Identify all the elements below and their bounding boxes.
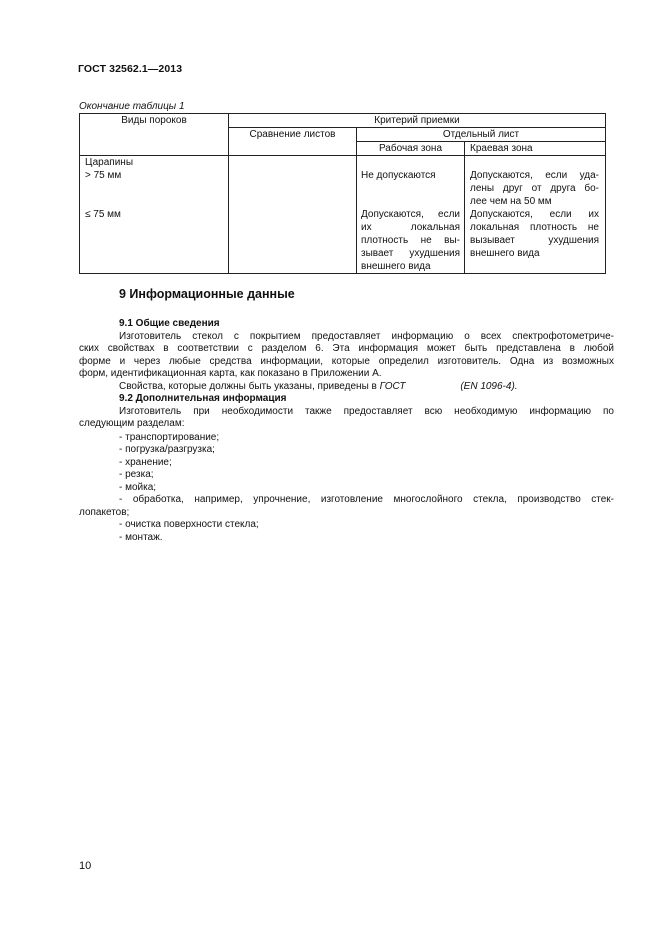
list-item: - мойка;	[119, 482, 157, 493]
row1-edge-line: Допускаются, если уда-	[470, 170, 599, 181]
paragraph-line: форм, идентификационная карта, как показано в Приложении А.	[79, 368, 382, 379]
list-item: - очистка поверхности стекла;	[119, 519, 259, 530]
list-item: - хранение;	[119, 457, 172, 468]
row-title: Царапины	[85, 157, 134, 168]
row1-label: > 75 мм	[85, 170, 122, 181]
row2-edge-line: локальная плотность не	[470, 222, 599, 233]
row2-work-line: внешнего вида	[361, 261, 431, 272]
list-item: - резка;	[119, 469, 154, 480]
row1-edge-line: лее чем на 50 мм	[470, 196, 552, 207]
row2-work-line: их локальная	[361, 222, 460, 233]
work-zone-cell	[357, 156, 465, 274]
list-item-continuation: лопакетов;	[79, 507, 130, 518]
acceptance-criteria-table	[79, 113, 606, 274]
edge-zone-cell	[465, 156, 606, 274]
paragraph-line: ских свойствах в соответствии с разделом 6. Эта информация может быть представлена в любой	[79, 343, 614, 354]
header-single-sheet	[357, 128, 606, 142]
subsection-title: 9.2 Дополнительная информация	[119, 393, 287, 404]
paragraph-line: Изготовитель при необходимости также предоставляет всю необходимую информацию по	[119, 406, 614, 417]
paragraph-line: следующим разделам:	[79, 418, 185, 429]
table-caption: Окончание таблицы 1	[79, 101, 185, 112]
header-defect-types	[80, 114, 229, 156]
row2-label: ≤ 75 мм	[85, 209, 121, 220]
subsection-title: 9.1 Общие сведения	[119, 318, 220, 329]
properties-text: Свойства, которые должны быть указаны, приведены в	[119, 381, 377, 392]
row2-work-line: Допускаются, если	[361, 209, 460, 220]
section-title: 9 Информационные данные	[119, 287, 295, 301]
row2-edge-line: Допускаются, если их	[470, 209, 599, 220]
list-item: - транспортирование;	[119, 432, 220, 443]
list-item: - монтаж.	[119, 532, 163, 543]
page-number: 10	[79, 860, 92, 872]
document-code: ГОСТ 32562.1—2013	[78, 63, 183, 75]
list-item: - обработка, например, упрочнение, изготовление многослойного стекла, производство стек-	[119, 494, 614, 505]
paragraph-line: Изготовитель стекол с покрытием предоставляет информацию о всех спектрофотометриче-	[119, 331, 614, 342]
header-edge-zone-label: Краевая зона	[470, 143, 533, 154]
header-work-zone-label: Рабочая зона	[378, 143, 443, 154]
row2-edge-line: внешнего вида	[470, 248, 540, 259]
comparison-cell	[229, 156, 357, 274]
defects-cell	[80, 156, 229, 274]
properties-line	[119, 381, 518, 393]
header-acceptance-criteria-label: Критерий приемки	[374, 115, 460, 126]
header-defect-types-label: Виды пороков	[121, 115, 187, 126]
header-acceptance-criteria	[229, 114, 606, 128]
table-row	[80, 156, 606, 274]
gost-reference: ГОСТ	[379, 381, 406, 392]
row2-work-line: зывает ухудшения	[361, 248, 460, 259]
header-work-zone	[357, 142, 465, 156]
row2-edge-line: вызывает ухудшения	[470, 235, 599, 246]
header-sheet-comparison-label: Сравнение листов	[249, 129, 336, 140]
row1-edge-line: лены друг от друга бо-	[470, 183, 599, 194]
en-reference: (EN 1096-4).	[460, 381, 518, 392]
row2-work-line: плотность не вы-	[361, 235, 460, 246]
list-item: - погрузка/разгрузка;	[119, 444, 215, 455]
header-edge-zone	[465, 142, 606, 156]
paragraph-line: форме и через любые средства информации, которые определил изготовитель. Одна из возможных	[79, 356, 614, 367]
header-single-sheet-label: Отдельный лист	[442, 129, 520, 140]
header-sheet-comparison	[229, 128, 357, 156]
row1-work-zone: Не допускаются	[361, 170, 436, 181]
